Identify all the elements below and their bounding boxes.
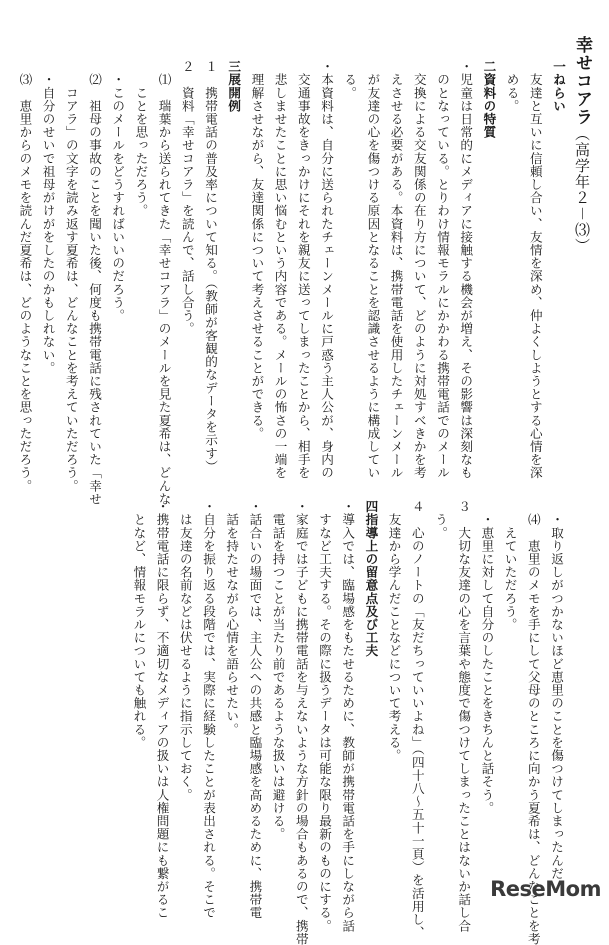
text-line: ３ 大切な友達の心を言葉や態度で傷つけてしまったことはないか話し合 [456,500,472,933]
text-line: 友達から学んだことなどについて考える。 [386,500,402,762]
text-line: 悲しませたことに思い悩むという内容である。メールの怖さの一端を [272,60,288,480]
text-line: ⑵ 祖母の事故のことを聞いた後、何度も携帯電話に残されていた「幸せ [87,60,102,506]
text-line: コアラ」の文字を読み返す夏希は、どんなことを考えていただろう。 [63,60,79,493]
text-line: が友達の心を傷つける原因となることを認識させるように構成してい [365,60,381,480]
resemom-watermark: ReseMom [490,877,601,901]
document-title [573,36,591,254]
text-line: ・家庭では子どもに携帯電話を与えないような方針の場合もあるので、携帯 [293,500,309,945]
text-line: ことを思っただろう。 [133,60,149,218]
text-line: ・携帯電話に限らず、不適切なメディアの扱いは人権問題にも繋がるこ [154,500,170,920]
text-line: う。 [433,500,448,540]
text-line: ２ 資料「幸せコアラ」を読んで、話し合う。 [179,60,195,336]
text-line: ・話合いの場面では、主人公への共感と臨場感を高めるために、携帯電 [247,500,263,920]
text-line: 交通事故をきっかけにそれを親友に送ってしまったことから、相手を [295,60,311,480]
text-line: ・恵里に対して自分のしたことをきちんと話そう。 [479,500,495,815]
text-line: ４ 心のノートの「友だちっていいよね」（四十八～五十一頁）を活用し、 [409,500,425,940]
text-line: ・児童は日常的にメディアに接触する機会が増え、その影響は深刻なも [458,60,474,480]
text-line: ・本資料は、自分に送られたチェーンメールに戸惑う主人公が、身内の [319,60,334,480]
text-line: すなど工夫する。その際に扱うデータは可能な限り最新のものにする。 [317,500,332,933]
title-text: 幸せコアラ [572,36,592,126]
text-line: る。 [342,60,358,100]
text-line: ・自分のせいで祖母がけがをしたのかもしれない。 [40,60,56,375]
subtitle-text: （高学年２－⑶） [573,126,591,255]
text-line: えていただろう。 [502,500,518,631]
text-line: ⑷ 恵里のメモを手にして父母のところに向かう夏希は、どんなことを考 [525,500,541,945]
text-line: 理解させながら、友達関係について考えさせることができる。 [249,60,265,440]
text-line: ・このメールをどうすればいいのだろう。 [110,60,126,322]
text-line: のとなっている。とりわけ情報モラルにかかわる携帯電話でのメール [435,60,450,480]
text-line: ・導入では、臨場感をもたせるために、教師が携帯電話を手にしながら話 [340,500,356,933]
section-heading: 三展開例 [226,60,242,113]
section-heading: 二資料の特質 [481,60,497,139]
text-line: 電話を持つことが当たり前であるような扱いは避ける。 [270,500,286,841]
text-line: ・自分を振り返る段階では、実際に経験したことが表出される。そこで [201,500,216,920]
text-line: ⑶ 恵里からのメモを読んだ夏希は、どのようなことを思っただろう。 [17,60,33,493]
text-line: 話を持たせながら心情を語らせたい。 [224,500,240,736]
text-line: 交換による交友関係の在り方について、どのように対処すべきかを考 [411,60,427,480]
text-line: ・取り返しがつかないほど恵里のことを傷つけてしまったんだ。 [549,500,564,893]
text-line: ⑴ 瑞葉から送られてきた「幸せコアラ」のメールを見た夏希は、どんな [156,60,172,506]
text-line: １ 携帯電話の普及率について知る。（教師が客観的なデータを示す） [203,60,218,473]
text-line: 友達と互いに信頼し合い、友情を深め、仲よくしようとする心情を深 [527,60,543,480]
text-line: める。 [504,60,520,113]
text-line: えさせる必要がある。本資料は、携帯電話を使用したチェーンメール [388,60,404,480]
text-line: は友達の名前などは伏せるように指示しておく。 [177,500,193,802]
section-heading: 四指導上の留意点及び工夫 [363,500,379,658]
text-line: となど、情報モラルについても触れる。 [131,500,147,749]
section-heading: 一ねらい [551,60,566,113]
